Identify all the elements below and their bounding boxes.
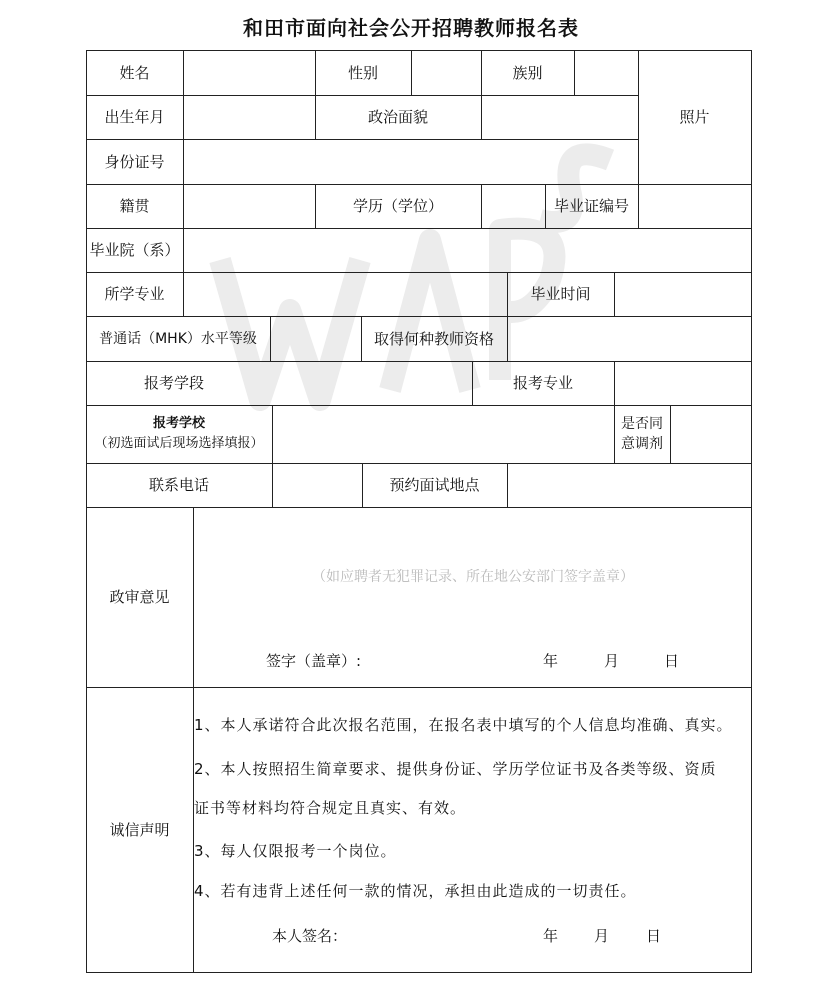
mhk-field[interactable] <box>271 317 361 361</box>
birth-field[interactable] <box>184 96 315 139</box>
label-grad-time: 毕业时间 <box>530 285 591 303</box>
label-interview-place: 预约面试地点 <box>389 476 480 494</box>
declaration-item-1: 1、本人承诺符合此次报名范围，在报名表中填写的个人信息均准确、真实。 <box>194 716 733 734</box>
label-apply-school-note: （初选面试后现场选择填报） <box>94 436 264 451</box>
label-integrity: 诚信声明 <box>109 820 170 839</box>
self-sign-field[interactable] <box>360 918 530 952</box>
label-native-place: 籍贯 <box>119 197 150 215</box>
name-field[interactable] <box>184 51 315 95</box>
gender-field[interactable] <box>412 51 481 95</box>
declaration-item-3: 3、每人仅限报考一个岗位。 <box>194 842 397 860</box>
label-photo: 照片 <box>679 108 710 126</box>
phone-field[interactable] <box>273 464 362 507</box>
apply-school-label-group <box>86 405 272 463</box>
declaration-item-2b: 证书等材料均符合规定且真实、有效。 <box>194 799 467 817</box>
apply-school-field[interactable] <box>273 406 614 463</box>
apply-major-field[interactable] <box>615 362 751 405</box>
label-adjust-line1: 是否同 <box>621 416 663 432</box>
label-teacher-cert: 取得何种教师资格 <box>373 329 494 348</box>
label-ethnicity: 族别 <box>512 63 543 82</box>
political-review-note: （如应聘者无犯罪记录、所在地公安部门签字盖章） <box>312 569 634 585</box>
school-field[interactable] <box>184 229 751 272</box>
adjust-field[interactable] <box>671 406 751 463</box>
adjust-label-group <box>614 405 670 463</box>
label-apply-school: 报考学校 <box>152 416 205 431</box>
review-day: 日 <box>664 652 680 670</box>
self-sign-label: 本人签名： <box>272 927 348 945</box>
political-field[interactable] <box>482 96 638 139</box>
label-mhk: 普通话（MHK）水平等级 <box>99 330 257 347</box>
diploma-no-field[interactable] <box>639 185 751 228</box>
review-month: 月 <box>604 652 620 670</box>
sign-day: 日 <box>646 927 662 945</box>
label-major: 所学专业 <box>104 285 165 303</box>
native-place-field[interactable] <box>184 185 315 228</box>
interview-place-field[interactable] <box>508 464 751 507</box>
ethnicity-field[interactable] <box>575 51 638 95</box>
declaration-item-2a: 2、本人按照招生简章要求、提供身份证、学历学位证书及各类等级、资质 <box>194 760 717 778</box>
apply-stage-field[interactable] <box>220 362 472 405</box>
label-id-number: 身份证号 <box>104 152 165 171</box>
label-diploma-no: 毕业证编号 <box>553 197 629 215</box>
label-apply-stage: 报考学段 <box>144 374 205 392</box>
label-name: 姓名 <box>119 63 150 82</box>
major-field[interactable] <box>184 273 507 316</box>
review-year: 年 <box>543 652 559 670</box>
label-gender: 性别 <box>347 63 378 82</box>
teacher-cert-field[interactable] <box>508 317 751 361</box>
label-political-review: 政审意见 <box>109 588 170 606</box>
education-field[interactable] <box>482 185 545 228</box>
form-title: 和田市面向社会公开招聘教师报名表 <box>243 16 579 40</box>
declaration-item-4: 4、若有违背上述任何一款的情况，承担由此造成的一切责任。 <box>194 882 637 900</box>
id-number-field[interactable] <box>184 140 638 184</box>
label-adjust-line2: 意调剂 <box>621 436 663 452</box>
photo-box[interactable] <box>638 50 751 184</box>
grad-time-field[interactable] <box>615 273 751 316</box>
label-school: 毕业院（系） <box>89 241 180 259</box>
label-education: 学历（学位） <box>352 197 443 215</box>
label-phone: 联系电话 <box>148 476 209 494</box>
sign-year: 年 <box>543 927 559 945</box>
label-political: 政治面貌 <box>367 108 428 126</box>
sign-month: 月 <box>594 927 610 945</box>
label-birth: 出生年月 <box>104 108 165 126</box>
sign-seal-label: 签字（盖章）: <box>266 652 362 670</box>
label-apply-major: 报考专业 <box>512 374 573 392</box>
